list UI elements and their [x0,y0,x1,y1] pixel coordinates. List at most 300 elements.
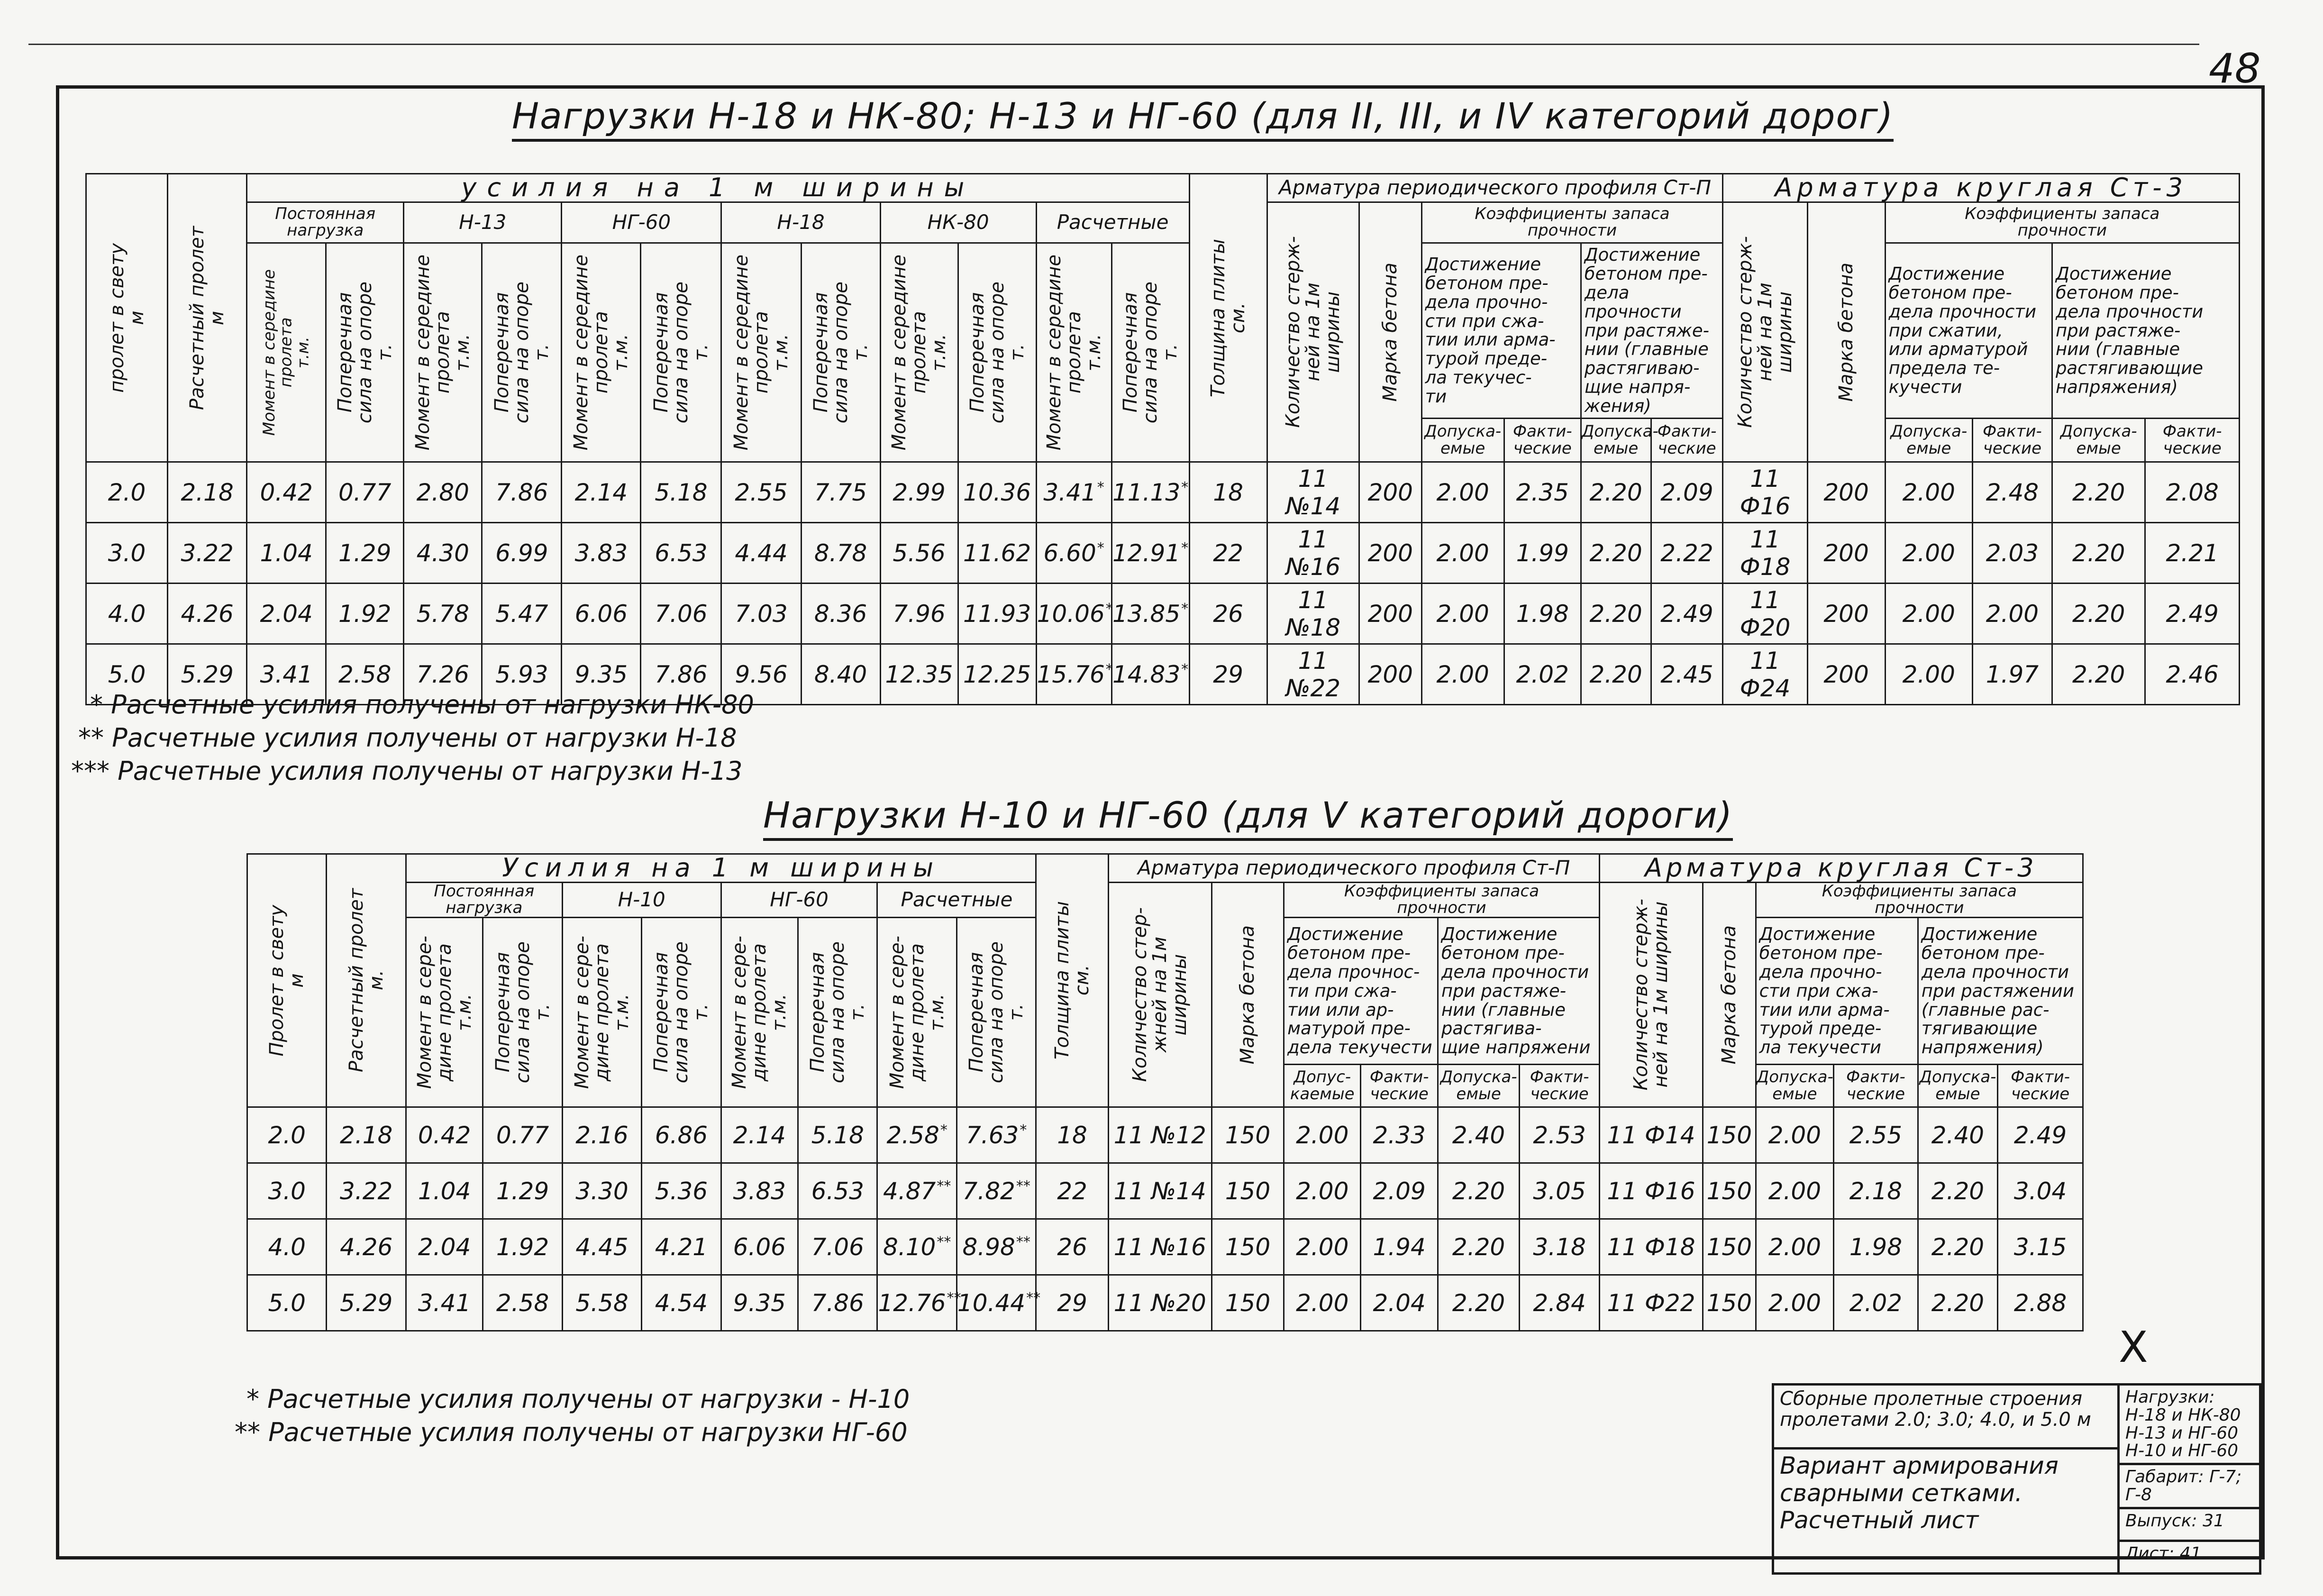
cell-value: 2.18 [181,478,234,506]
t1-h-ng60: НГ-60 [562,202,721,243]
t1-h-n13-moment: Момент в середине пролета т.м. [404,243,482,462]
cell-value: 2.49 [2166,600,2219,628]
cell-value: 14.83 [1112,660,1181,688]
cell-value: 7.75 [814,478,867,506]
table-cell [877,1219,957,1275]
table-cell [1703,1219,1756,1275]
table2-title [763,794,1733,836]
cell-value: 4.44 [735,539,788,567]
cell-value: 3.15 [2013,1233,2067,1261]
table-cell [404,584,482,644]
t1-h-slab: Толщина плиты см. [1189,174,1267,462]
footnote-mark: * [940,1122,947,1139]
t1-h-ng60-shear: Поперечная сила на опоре т. [641,243,721,462]
cell-value: 4.0 [268,1233,306,1261]
t1-h-n13-shear: Поперечная сила на опоре т. [482,243,562,462]
table-cell [1918,1275,1997,1331]
table-cell [1036,523,1111,584]
cell-value: 1.97 [1986,660,2039,688]
cell-value: 2.48 [1986,478,2039,506]
cell-value: 18 [1213,478,1243,506]
table-cell [1807,644,1885,705]
cell-value: 11 №22 [1285,647,1341,702]
table-cell [1918,1219,1997,1275]
cell-value: 2.0 [268,1121,306,1149]
cell-value: 7.82 [962,1177,1015,1205]
cell-value: 2.03 [1986,539,2039,567]
cell-value: 4.21 [655,1233,708,1261]
table-cell [1361,1219,1438,1275]
table-cell [1189,523,1267,584]
top-rule [28,44,2199,45]
table-cell [880,584,958,644]
table-cell [1723,584,1807,644]
table-cell [721,1219,798,1275]
table-cell [2145,523,2240,584]
table-row [86,462,2240,523]
cell-value: 11 №16 [1285,525,1341,581]
cell-value: 7.86 [655,660,708,688]
table-cell [86,462,168,523]
cell-value: 2.20 [1931,1177,1985,1205]
footnote-mark: * [1181,479,1189,496]
table-cell [1581,462,1651,523]
table-cell [1885,584,1972,644]
cell-value: 0.42 [260,478,313,506]
table-cell [1756,1275,1833,1331]
table-cell [1036,584,1111,644]
cell-value: 6.86 [655,1121,708,1149]
table-cell [1036,1219,1108,1275]
cell-value: 3.83 [574,539,628,567]
table-cell [798,1219,877,1275]
table-cell [2052,523,2145,584]
cell-value: 200 [1367,660,1413,688]
t1-footnote-3: *** Расчетные усилия получены от нагрузки Н-13 [71,756,743,786]
cell-value: 10.36 [963,478,1031,506]
table-cell [642,1163,721,1219]
t1-h-bars-count: Количество стерж- ней на 1м ширины [1267,202,1359,462]
cell-value: 2.00 [1902,600,1955,628]
cell-value: 150 [1706,1121,1752,1149]
t2-h-cond-tension-round: Достижение бетоном пре- дела прочности при растяжении (главные рас- тягивающие напряжения) [1918,918,2083,1065]
t1-h-actual-2: Факти- ческие [1651,419,1723,462]
cell-value: 2.02 [1849,1289,1903,1317]
footnote-mark: * [1020,1122,1027,1139]
cell-value: 0.77 [338,478,392,506]
cell-value: 22 [1057,1177,1087,1205]
t2-h-forces: Усилия на 1 м ширины [406,854,1036,883]
cell-value: 4.26 [181,600,234,628]
cell-value: 11 Ф16 [1607,1177,1695,1205]
table-cell [880,523,958,584]
table-cell [1885,523,1972,584]
t1-h-design-moment: Момент в середине пролета т.м. [1036,243,1111,462]
t2-h-ng60-moment: Момент в сере- дине пролета т.м. [721,918,798,1107]
cell-value: 3.05 [1533,1177,1586,1205]
table-cell [168,462,247,523]
cell-value: 13.85 [1112,600,1181,628]
table-cell [801,584,880,644]
table-cell [1036,1107,1108,1163]
title-block [1772,1383,2261,1575]
table-cell [404,523,482,584]
table-cell [1212,1107,1284,1163]
cell-value: 6.53 [655,539,708,567]
cell-value: 2.40 [1931,1121,1985,1149]
cell-value: 2.20 [1452,1289,1505,1317]
footnote-mark: * [1181,661,1189,678]
cell-value: 7.96 [893,600,946,628]
table-cell [1723,462,1807,523]
table-cell [957,1107,1036,1163]
cell-value: 5.58 [575,1289,629,1317]
cell-value: 2.20 [1589,478,1642,506]
cell-value: 11 Ф18 [1740,525,1791,581]
cell-value: 2.53 [1533,1121,1586,1149]
cell-value: 18 [1057,1121,1087,1149]
table-cell [247,584,326,644]
table-cell [1581,584,1651,644]
cell-value: 1.94 [1373,1233,1426,1261]
table-cell [1036,644,1111,705]
t1-h-coef-round: Коэффициенты запаса прочности [1885,202,2239,243]
table-cell [1421,584,1504,644]
table-cell [880,462,958,523]
table-cell [1108,1107,1212,1163]
cell-value: 5.93 [495,660,548,688]
table-cell [1284,1219,1361,1275]
cell-value: 3.0 [268,1177,306,1205]
table-cell [1421,462,1504,523]
cell-value: 3.22 [181,539,234,567]
table-cell [1998,1219,2083,1275]
table-cell [1520,1163,1599,1219]
cell-value: 3.04 [2013,1177,2067,1205]
table-cell [1438,1219,1520,1275]
cell-value: 2.22 [1660,539,1713,567]
t1-h-perm-shear: Поперечная сила на опоре т. [326,243,404,462]
t1-h-nk80-moment: Момент в середине пролета т.м. [880,243,958,462]
cell-value: 150 [1225,1177,1271,1205]
cell-value: 200 [1367,600,1413,628]
cell-value: 11 Ф16 [1740,465,1791,520]
cell-value: 7.86 [811,1289,864,1317]
cell-value: 2.58 [338,660,392,688]
table-row [247,1107,2083,1163]
table-cell [247,462,326,523]
t2-h-allowed-2: Допуска- емые [1438,1065,1520,1107]
table2-title-text: Нагрузки Н-10 и НГ-60 (для V категорий дороги) [763,794,1733,836]
footnote-mark: ** [947,1289,961,1306]
cell-value: 2.04 [260,600,313,628]
cell-value: 0.77 [496,1121,549,1149]
t2-h-coef: Коэффициенты запаса прочности [1284,882,1600,917]
t1-h-ng60-moment: Момент в середине пролета т.м. [562,243,641,462]
t1-h-rebar-round: Арматура круглая Ст-3 [1723,174,2240,202]
table1 [85,173,2240,705]
table-cell [721,1163,798,1219]
stamp-variant: Вариант армирования сварными сетками. Расчетный лист [1773,1449,2119,1574]
table-cell [1703,1275,1756,1331]
table-cell [1267,462,1359,523]
table-cell [1807,584,1885,644]
cell-value: 2.80 [416,478,469,506]
cell-value: 5.47 [495,600,548,628]
t2-footnote-2: ** Расчетные усилия получены от нагрузки НГ-60 [235,1417,908,1447]
cell-value: 5.29 [181,660,234,688]
table-cell [327,1163,406,1219]
cross-mark: X [2119,1322,2148,1372]
table-cell [1111,644,1189,705]
cell-value: 2.14 [733,1121,786,1149]
cell-value: 11 Ф18 [1607,1233,1695,1261]
cell-value: 200 [1823,478,1869,506]
table-cell [1834,1163,1918,1219]
table-cell [1189,644,1267,705]
t1-h-rebar-periodic: Арматура периодического профиля Ст-П [1267,174,1723,202]
t2-h-rebar-periodic: Арматура периодического профиля Ст-П [1108,854,1599,883]
table-cell [1807,523,1885,584]
table-cell [877,1163,957,1219]
table-cell [1036,1163,1108,1219]
table-cell [721,1107,798,1163]
table-cell [1111,523,1189,584]
cell-value: 11 №14 [1113,1177,1206,1205]
table-cell [2145,644,2240,705]
cell-value: 5.18 [655,478,708,506]
t2-h-design-shear: Поперечная сила на опоре т. [957,918,1036,1107]
cell-value: 2.21 [2166,539,2219,567]
cell-value: 3.0 [108,539,146,567]
table-cell [247,1219,327,1275]
cell-value: 8.10 [883,1233,936,1261]
cell-value: 2.00 [1436,660,1489,688]
table-cell [1421,644,1504,705]
cell-value: 150 [1225,1121,1271,1149]
table-cell [1421,523,1504,584]
table-cell [1284,1107,1361,1163]
cell-value: 7.06 [655,600,708,628]
t2-h-actual-3: Факти- ческие [1834,1065,1918,1107]
table-cell [1756,1219,1833,1275]
table-cell [2145,584,2240,644]
t1-h-span-clear: пролет в свету м [86,174,168,462]
cell-value: 11.93 [963,600,1031,628]
table-cell [1189,584,1267,644]
table-cell [1438,1163,1520,1219]
cell-value: 12.76 [878,1289,946,1317]
cell-value: 5.56 [893,539,946,567]
cell-value: 3.41 [418,1289,471,1317]
cell-value: 2.58 [496,1289,549,1317]
table-cell [1918,1107,1997,1163]
cell-value: 2.35 [1516,478,1569,506]
cell-value: 3.41 [260,660,313,688]
t1-h-allowed-1: Допуска- емые [1421,419,1504,462]
cell-value: 5.0 [108,660,146,688]
table-cell [327,1219,406,1275]
cell-value: 2.00 [1436,600,1489,628]
cell-value: 6.99 [495,539,548,567]
t2-h-bars-count: Количество стер- жней на 1м ширины [1108,882,1212,1107]
t1-h-coef: Коэффициенты запаса прочности [1421,202,1723,243]
table-cell [877,1275,961,1331]
t1-h-allowed-2: Допуска- емые [1581,419,1651,462]
table-row [247,1163,2083,1219]
cell-value: 2.04 [1373,1289,1426,1317]
t1-h-n18-moment: Момент в середине пролета т.м. [721,243,801,462]
cell-value: 1.92 [496,1233,549,1261]
table-cell [482,462,562,523]
t2-h-cond-compress: Достижение бетоном пре- дела прочнос- ти при сжа- тии или ар- матурой пре- дела текучести [1284,918,1438,1065]
cell-value: 11 №12 [1113,1121,1206,1149]
table-cell [1998,1163,2083,1219]
cell-value: 8.78 [814,539,867,567]
cell-value: 11 №18 [1285,586,1341,641]
table-cell [1361,1275,1438,1331]
cell-value: 11.62 [963,539,1031,567]
t1-h-allowed-3: Допуска- емые [1885,419,1972,462]
table-cell [798,1275,877,1331]
footnote-mark: ** [1016,1177,1030,1195]
table-cell [1723,523,1807,584]
cell-value: 2.16 [575,1121,629,1149]
t1-h-design: Расчетные [1036,202,1189,243]
t1-h-actual-4: Факти- ческие [2145,419,2240,462]
cell-value: 7.86 [495,478,548,506]
cell-value: 11 Ф20 [1740,586,1791,641]
t1-footnote-1: * Расчетные усилия получены от нагрузки НК-80 [90,690,754,720]
table-cell [483,1107,562,1163]
t1-h-cond-compress-round: Достижение бетоном пре- дела прочности при сжатии, или арматурой предела те- кучести [1885,243,2052,419]
table-cell [247,1107,327,1163]
table-cell [801,523,880,584]
t2-h-actual-1: Факти- ческие [1361,1065,1438,1107]
t1-h-concrete: Марка бетона [1359,202,1421,462]
table-cell [2052,462,2145,523]
t1-h-n13: Н-13 [404,202,562,243]
cell-value: 6.53 [811,1177,864,1205]
table-cell [86,584,168,644]
table-cell [1807,462,1885,523]
t2-h-design-moment: Момент в сере- дине пролета т.м. [877,918,957,1107]
cell-value: 6.06 [733,1233,786,1261]
table2 [246,853,2084,1332]
table-cell [1359,523,1421,584]
cell-value: 2.00 [1902,539,1955,567]
cell-value: 6.60 [1043,539,1096,567]
cell-value: 7.06 [811,1233,864,1261]
cell-value: 150 [1706,1177,1752,1205]
table-cell [1723,644,1807,705]
cell-value: 2.00 [1768,1177,1822,1205]
cell-value: 26 [1057,1233,1087,1261]
table-cell [1284,1163,1361,1219]
table-cell [1189,462,1267,523]
cell-value: 2.20 [2072,600,2125,628]
table-cell [1834,1219,1918,1275]
table-row [247,1219,2083,1275]
table-cell [1599,1163,1703,1219]
table-cell [642,1219,721,1275]
table-cell [1599,1107,1703,1163]
cell-value: 2.00 [1296,1289,1349,1317]
table-cell [247,1163,327,1219]
cell-value: 2.88 [2013,1289,2067,1317]
table-cell [801,462,880,523]
cell-value: 2.00 [1768,1289,1822,1317]
table-cell [562,1163,641,1219]
table-cell [326,523,404,584]
table-cell [1267,644,1359,705]
t1-h-nk80-shear: Поперечная сила на опоре т. [958,243,1036,462]
cell-value: 2.00 [1986,600,2039,628]
table-cell [1599,1275,1703,1331]
t1-h-forces: усилия на 1 м ширины [247,174,1189,202]
cell-value: 2.20 [1589,660,1642,688]
table-cell [326,584,404,644]
cell-value: 4.87 [883,1177,936,1205]
table1-title [512,95,1894,137]
t1-h-design-shear: Поперечная сила на опоре т. [1111,243,1189,462]
t1-h-concrete-round: Марка бетона [1807,202,1885,462]
footnote-mark: ** [1026,1289,1041,1306]
table-cell [1756,1107,1833,1163]
cell-value: 11 Ф14 [1607,1121,1695,1149]
table-cell [957,1275,1041,1331]
table-cell [958,523,1036,584]
table-cell [168,584,247,644]
cell-value: 1.29 [496,1177,549,1205]
t2-h-ng60-shear: Поперечная сила на опоре т. [798,918,877,1107]
table-cell [798,1107,877,1163]
t2-h-allowed-4: Допуска- емые [1918,1065,1997,1107]
cell-value: 2.00 [1296,1233,1349,1261]
table-cell [880,644,958,705]
cell-value: 9.35 [733,1289,786,1317]
cell-value: 2.20 [1452,1177,1505,1205]
table-cell [798,1163,877,1219]
t2-h-cond-tension: Достижение бетоном пре- дела прочности при растяже- нии (главные растягива- щие напряжени [1438,918,1599,1065]
table-cell [483,1219,562,1275]
cell-value: 2.00 [1296,1177,1349,1205]
table-cell [1972,462,2052,523]
cell-value: 15.76 [1037,660,1105,688]
t1-h-n18: Н-18 [721,202,880,243]
cell-value: 2.55 [735,478,788,506]
table-cell [641,584,721,644]
cell-value: 22 [1213,539,1243,567]
t2-h-actual-2: Факти- ческие [1520,1065,1599,1107]
table-cell [562,584,641,644]
cell-value: 5.36 [655,1177,708,1205]
footnote-mark: ** [937,1177,951,1195]
table-cell [327,1275,406,1331]
cell-value: 9.35 [574,660,628,688]
table-cell [721,462,801,523]
table-cell [721,523,801,584]
table-cell [1834,1275,1918,1331]
table-cell [1108,1219,1212,1275]
cell-value: 2.00 [1296,1121,1349,1149]
cell-value: 200 [1823,539,1869,567]
footnote-mark: * [1105,661,1113,678]
table-cell [1972,584,2052,644]
table-cell [721,584,801,644]
t2-h-span-clear: Пролет в свету м [247,854,327,1107]
cell-value: 200 [1823,600,1869,628]
